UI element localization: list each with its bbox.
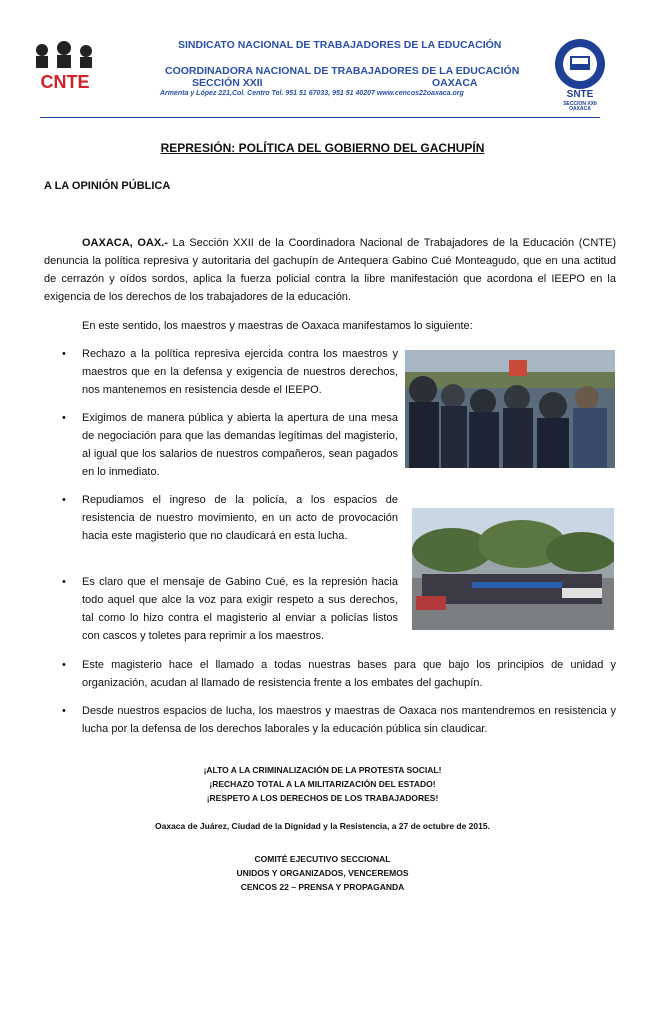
document-title: REPRESIÓN: POLÍTICA DEL GOBIERNO DEL GACHUPÍN — [160, 141, 485, 155]
slogan-2: ¡RECHAZO TOTAL A LA MILITARIZACIÓN DEL ESTADO! — [209, 779, 436, 789]
bullet-marker: • — [62, 494, 66, 506]
protest-crowd-photo — [412, 508, 614, 630]
intro-paragraph — [44, 234, 616, 306]
bullet-item-5: Este magisterio hace el llamado a todas nuestras bases para que bajo los principios de unidad y organización, acudan al llamado de resistencia frente a los embates del gachupín. — [82, 659, 616, 689]
header-contact: Armenta y López 221,Col. Centro Tel. 951 51 67033, 951 51 40207 www.cencos22oaxaca.org — [160, 90, 464, 97]
signature-line-2: UNIDOS Y ORGANIZADOS, VENCEREMOS — [236, 868, 409, 878]
intro-lead: OAXACA, OAX.- — [82, 237, 168, 249]
bullet-item-3: Repudiamos el ingreso de la policía, a los espacios de resistencia de nuestro movimiento, en un acto de provocación hacia este magisterio que no claudicará en esta lucha. — [82, 494, 398, 542]
bullet-marker: • — [62, 705, 66, 717]
signature-line-3: CENCOS 22 – PRENSA Y PROPAGANDA — [240, 882, 405, 892]
intro-paragraph-2: En este sentido, los maestros y maestras de Oaxaca manifestamos lo siguiente: — [82, 320, 473, 332]
cnte-logo-text: CNTE — [40, 72, 90, 92]
bullet-marker: • — [62, 659, 66, 671]
bullet-item-1: Rechazo a la política represiva ejercida contra los maestros y maestros que en la defensa y exigencia de nuestros derechos, nos mantenemos en resistencia desde el IEEPO. — [82, 348, 398, 396]
bullet-item-4: Es claro que el mensaje de Gabino Cué, es la represión hacia todo aquel que alce la voz para exigir respeto a sus derechos, tal como lo hizo contra el magisterio al enviar a policías listos con cascos y toletes para reprimir a los maestros. — [82, 576, 398, 642]
header-coordinadora: COORDINADORA NACIONAL DE TRABAJADORES DE LA EDUCACIÓN — [165, 65, 520, 77]
signature-line-1: COMITÉ EJECUTIVO SECCIONAL — [254, 854, 391, 864]
place-date: Oaxaca de Juárez, Ciudad de la Dignidad y la Resistencia, a 27 de octubre de 2015. — [155, 821, 490, 831]
intro-text: La Sección XXII de la Coordinadora Nacional de Trabajadores de la Educación (CNTE) denuncia la política represiva y autoritaria del gachupín de Antequera Gabino Cué Monteagudo, que en una actitud de cerrazón y oídos sordos, aplica la fuerza policial contra la libre manifestación que acordona el IEEPO en la exigencia de los derechos de los trabajadores de la educación. — [44, 237, 616, 303]
slogan-3: ¡RESPETO A LOS DERECHOS DE LOS TRABAJADORES! — [206, 793, 439, 803]
document-subtitle: A LA OPINIÓN PÚBLICA — [44, 180, 171, 192]
cnte-logo — [28, 38, 102, 94]
svg-text:OAXACA: OAXACA — [569, 106, 591, 110]
snte-logo — [552, 38, 608, 110]
slogan-1: ¡ALTO A LA CRIMINALIZACIÓN DE LA PROTESTA SOCIAL! — [203, 765, 442, 775]
svg-text:SECCION XXII: SECCION XXII — [563, 101, 597, 107]
riot-police-photo — [405, 350, 615, 468]
header-union-name: SINDICATO NACIONAL DE TRABAJADORES DE LA EDUCACIÓN — [178, 39, 502, 51]
snte-logo-text: SNTE — [566, 89, 594, 100]
bullet-marker: • — [62, 576, 66, 588]
bullet-item-6: Desde nuestros espacios de lucha, los maestros y maestras de Oaxaca nos mantendremos en resistencia y lucha por la defensa de los derechos laborales y la educación pública sin claudicar. — [82, 705, 616, 735]
header-divider — [40, 117, 600, 118]
header-seccion: SECCIÓN XXII — [192, 77, 263, 89]
bullet-marker: • — [62, 348, 66, 360]
bullet-marker: • — [62, 412, 66, 424]
header-state: OAXACA — [432, 77, 478, 89]
bullet-item-2: Exigimos de manera pública y abierta la apertura de una mesa de negociación para que las demandas legítimas del magisterio, al igual que los salarios de nuestros compañeros, sean pagados en lo inmediato. — [82, 412, 398, 478]
